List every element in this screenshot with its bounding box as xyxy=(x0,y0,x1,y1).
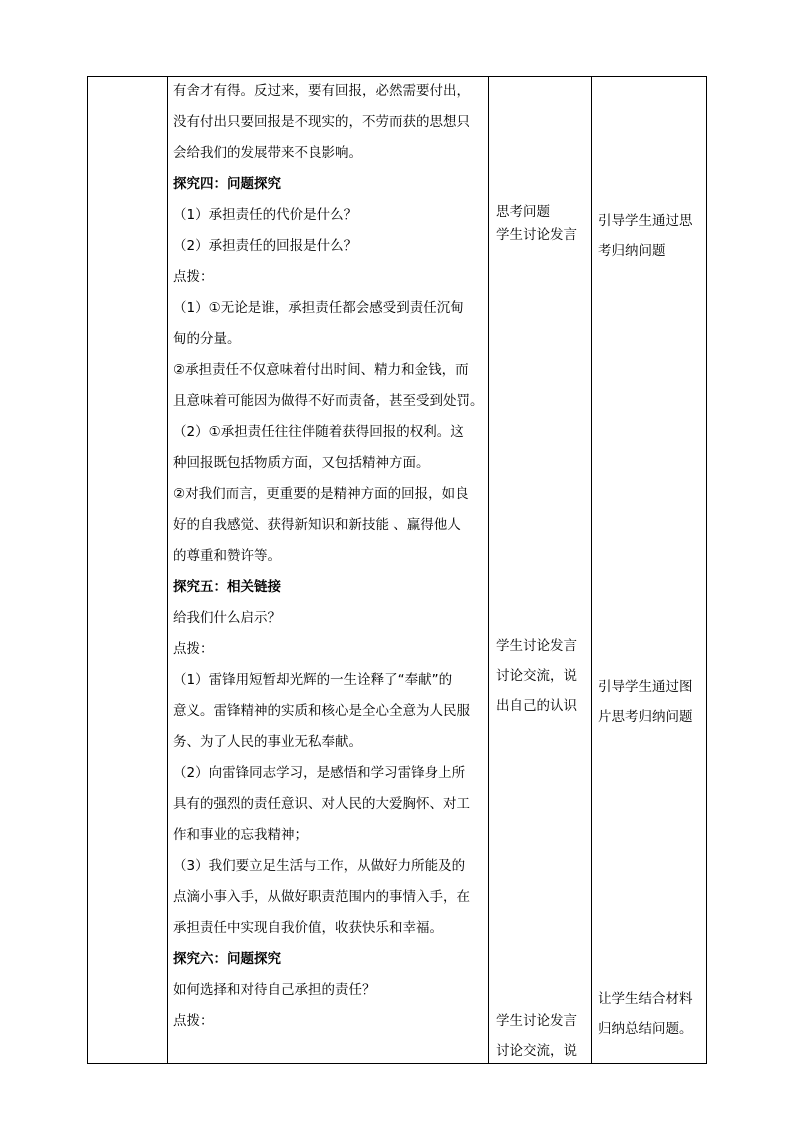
column-divider xyxy=(167,77,168,1063)
text-line: 引导学生通过思 xyxy=(598,213,693,229)
text-line: 学生讨论发言 xyxy=(496,1013,577,1029)
student-activity-3 xyxy=(496,1006,577,1066)
text-line: 出自己的认识 xyxy=(496,698,577,714)
content-line: 的尊重和赞许等。 xyxy=(173,548,281,564)
content-line: 给我们什么启示？ xyxy=(173,610,281,626)
content-line: 没有付出只要回报是不现实的，不劳而获的思想只 xyxy=(173,114,470,130)
content-line: （1）①无论是谁，承担责任都会感受到责任沉甸 xyxy=(173,300,464,316)
text-line: 归纳总结问题。 xyxy=(598,1021,693,1037)
content-line: 有舍才有得。反过来，要有回报，必然需要付出， xyxy=(173,83,470,99)
text-line: 思考问题 xyxy=(496,204,550,220)
content-line: 作和事业的忘我精神； xyxy=(173,827,308,843)
content-line: 意义。雷锋精神的实质和核心是全心全意为人民服 xyxy=(173,703,470,719)
text-line: 片思考归纳问题 xyxy=(598,709,693,725)
column-divider xyxy=(591,77,592,1063)
content-line: 点滴小事入手，从做好职责范围内的事情入手，在 xyxy=(173,889,470,905)
content-line: 点拨： xyxy=(173,269,214,285)
design-intent-1 xyxy=(598,206,693,266)
content-line: ②承担责任不仅意味着付出时间、精力和金钱，而 xyxy=(173,362,469,378)
content-line: （3）我们要立足生活与工作，从做好力所能及的 xyxy=(173,858,466,874)
section-heading: 探究六：问题探究 xyxy=(173,951,281,967)
content-line: （1）承担责任的代价是什么？ xyxy=(173,207,358,223)
content-line: 甸的分量。 xyxy=(173,331,241,347)
student-activity-2 xyxy=(496,631,577,721)
content-line: 点拨： xyxy=(173,1013,214,1029)
text-line: 学生讨论发言 xyxy=(496,638,577,654)
content-line: 具有的强烈的责任意识、对人民的大爱胸怀、对工 xyxy=(173,796,470,812)
content-line: 如何选择和对待自己承担的责任？ xyxy=(173,982,376,998)
content-line: （2）承担责任的回报是什么？ xyxy=(173,238,358,254)
content-line: 务、为了人民的事业无私奉献。 xyxy=(173,734,362,750)
content-line: （1）雷锋用短暂却光辉的一生诠释了“奉献”的 xyxy=(173,672,453,688)
content-line: （2）①承担责任往往伴随着获得回报的权利。这 xyxy=(173,424,464,440)
content-line: 好的自我感觉、获得新知识和新技能 、赢得他人 xyxy=(173,517,461,533)
text-line: 讨论交流，说 xyxy=(496,668,577,684)
text-line: 引导学生通过图 xyxy=(598,679,693,695)
design-intent-2 xyxy=(598,672,693,732)
text-line: 学生讨论发言 xyxy=(496,227,577,243)
content-line: （2）向雷锋同志学习，是感悟和学习雷锋身上所 xyxy=(173,765,466,781)
content-line: 种回报既包括物质方面，又包括精神方面。 xyxy=(173,455,430,471)
student-activity-1 xyxy=(496,201,577,247)
text-line: 讨论交流，说 xyxy=(496,1043,577,1059)
content-line: 且意味着可能因为做得不好而责备，甚至受到处罚。 xyxy=(173,393,484,409)
content-line: ②对我们而言，更重要的是精神方面的回报，如良 xyxy=(173,486,469,502)
text-line: 考归纳问题 xyxy=(598,243,666,259)
content-line: 会给我们的发展带来不良影响。 xyxy=(173,145,362,161)
content-line: 承担责任中实现自我价值，收获快乐和幸福。 xyxy=(173,920,443,936)
design-intent-3 xyxy=(598,984,693,1044)
column-divider xyxy=(488,77,489,1063)
text-line: 让学生结合材料 xyxy=(598,991,693,1007)
teaching-content xyxy=(173,76,484,1037)
section-heading: 探究五：相关链接 xyxy=(173,579,281,595)
section-heading: 探究四：问题探究 xyxy=(173,176,281,192)
content-line: 点拨： xyxy=(173,641,214,657)
